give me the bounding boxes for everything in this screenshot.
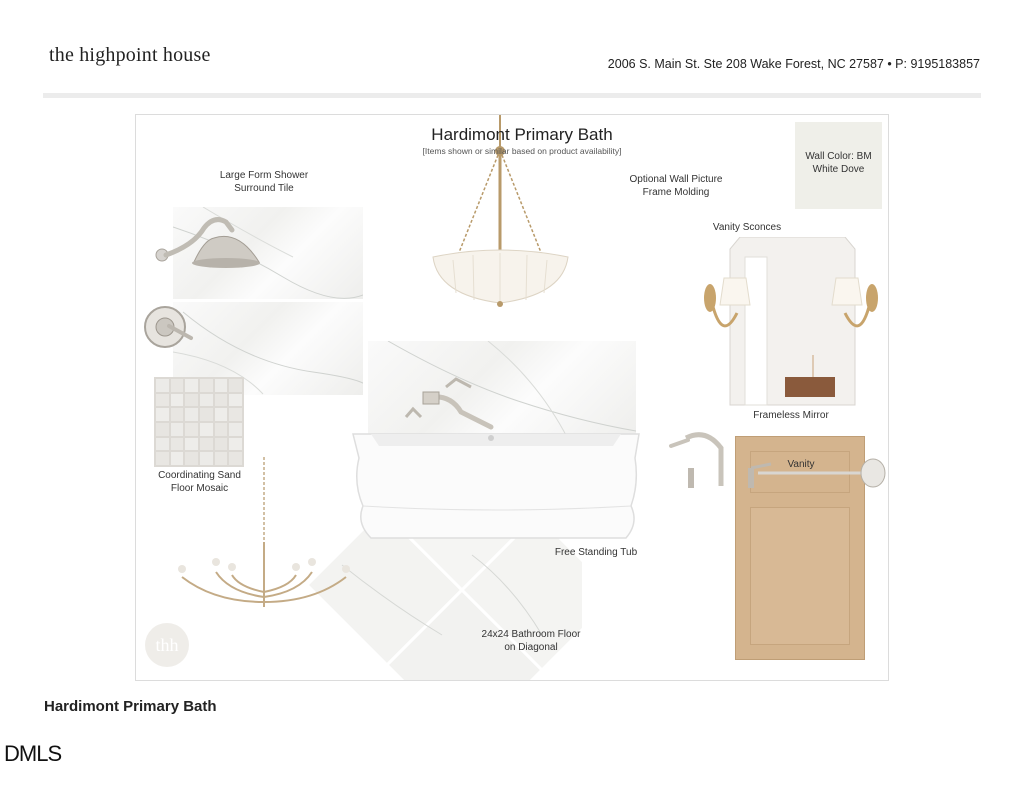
label-tub: Free Standing Tub	[554, 547, 638, 558]
label-shower-tile: Large Form Shower Surround Tile	[219, 170, 309, 194]
shower-head-icon	[154, 210, 264, 275]
label-mosaic: Coordinating Sand Floor Mosaic	[158, 470, 241, 494]
contact-info: 2006 S. Main St. Ste 208 Wake Forest, NC 27587 • P: 9195183857	[607, 57, 980, 71]
freestanding-tub-icon	[351, 428, 641, 548]
wall-color-swatch	[795, 122, 882, 209]
design-board	[135, 114, 889, 681]
watermark-logo: thh	[145, 623, 189, 667]
board-subtitle: [Items shown or similar based on product availability]	[422, 146, 622, 156]
label-mirror: Frameless Mirror	[753, 410, 829, 421]
shower-valve-icon	[143, 302, 198, 357]
right-sconce-icon	[830, 273, 880, 348]
dmls-logo: DMLS	[4, 741, 62, 766]
label-vanity: Vanity	[787, 459, 815, 470]
pendant-light-icon	[428, 115, 573, 315]
left-sconce-icon	[702, 273, 752, 348]
photo-caption: Hardimont Primary Bath	[44, 698, 217, 715]
label-wall-molding: Optional Wall Picture Frame Molding	[629, 174, 723, 198]
label-floor: 24x24 Bathroom Floor on Diagonal	[481, 629, 581, 653]
label-sconces: Vanity Sconces	[712, 222, 782, 233]
header-divider	[43, 93, 981, 98]
wall-color-label: Wall Color: BM White Dove	[805, 151, 872, 175]
brand-logo: the highpoint house	[49, 44, 211, 66]
board-title: Hardimont Primary Bath	[431, 125, 613, 144]
mosaic-tile-icon	[154, 377, 244, 467]
